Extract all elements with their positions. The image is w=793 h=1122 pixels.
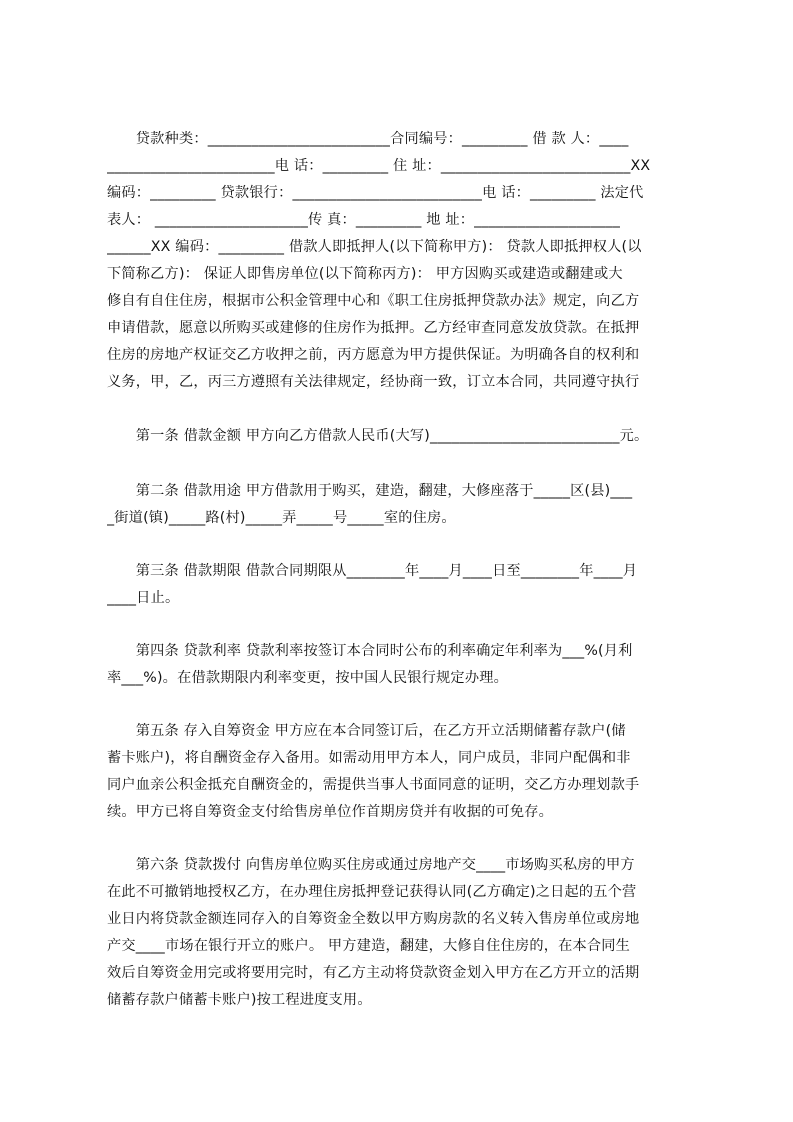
article-6-line: 第六条 贷款拨付 向售房单位购买住房或通过房地产交____市场购买私房的甲方 xyxy=(107,857,635,873)
article-6-line: 储蓄存款户储蓄卡账户)按工程进度支用。 xyxy=(107,992,372,1008)
article-6-line: 效后自筹资金用完或将要用完时，有乙方主动将贷款资金划入甲方在乙方开立的活期 xyxy=(107,965,640,981)
article-5-line: 同户血亲公积金抵充自酬资金的，需提供当事人书面同意的证明，交乙方办理划款手 xyxy=(107,777,640,793)
article-3-line: ____日止。 xyxy=(107,590,180,606)
article-3-line: 第三条 借款期限 借款合同期限从________年____月____日至________年____月 xyxy=(107,563,638,579)
preamble-line: 表人： _____________________传 真：_________ 地 址：____________________ xyxy=(107,212,621,228)
article-2-line: 第二条 借款用途 甲方借款用于购买，建造，翻建，大修座落于_____区(县)___ xyxy=(107,483,633,499)
article-4-line: 率___%)。在借款期限内利率变更，按中国人民银行规定办理。 xyxy=(107,670,508,686)
article-6-line: 业日内将贷款金额连同存入的自筹资金全数以甲方购房款的名义转入售房单位或房地 xyxy=(107,911,640,927)
article-5-line: 续。甲方已将自筹资金支付给售房单位作首期房贷并有收据的可免存。 xyxy=(107,804,554,820)
document-body xyxy=(107,126,699,1026)
article-4-line: 第四条 贷款利率 贷款利率按签订本合同时公布的利率确定年利率为___%(月利 xyxy=(107,643,633,659)
preamble-line: 下简称乙方)： 保证人即售房单位(以下简称丙方)： 甲方因购买或建造或翻建或大 xyxy=(107,266,623,282)
preamble-line: 贷款种类：_________________________合同编号：_________ 借 款 人：____ xyxy=(107,131,629,147)
article-6-line: 产交____市场在银行开立的账户。 甲方建造，翻建，大修自住住房的，在本合同生 xyxy=(107,938,631,954)
article-5-line: 蓄卡账户)，将自酬资金存入备用。如需动用甲方本人，同户成员，非同户配偶和非 xyxy=(107,750,631,766)
preamble-line: 编码：_________ 贷款银行：__________________________电 话：_________ 法定代 xyxy=(107,185,644,201)
preamble-line: 住房的房地产权证交乙方收押之前，丙方愿意为甲方提供保证。为明确各自的权利和 xyxy=(107,347,640,363)
article-1-line: 第一条 借款金额 甲方向乙方借款人民币(大写)__________________________元。 xyxy=(107,428,649,444)
preamble-line: ______XX 编码：_________ 借款人即抵押人(以下简称甲方)： 贷款人即抵押权人(以 xyxy=(107,239,642,255)
article-6-line: 在此不可撤销地授权乙方，在办理住房抵押登记获得认同(乙方确定)之日起的五个营 xyxy=(107,884,637,900)
article-2-line: _街道(镇)_____路(村)_____弄_____号_____室的住房。 xyxy=(107,510,456,526)
preamble-line: _______________________电 话：_________ 住 址：__________________________XX xyxy=(107,158,651,174)
article-5-line: 第五条 存入自筹资金 甲方应在本合同签订后，在乙方开立活期储蓄存款户(储 xyxy=(107,723,626,739)
preamble-line: 义务，甲，乙，丙三方遵照有关法律规定，经协商一致，订立本合同，共同遵守执行 xyxy=(107,374,640,390)
preamble-line: 申请借款，愿意以所购买或建修的住房作为抵押。乙方经审查同意发放贷款。在抵押 xyxy=(107,320,640,336)
preamble-line: 修自有自住住房，根据市公积金管理中心和《职工住房抵押贷款办法》规定，向乙方 xyxy=(107,293,640,309)
